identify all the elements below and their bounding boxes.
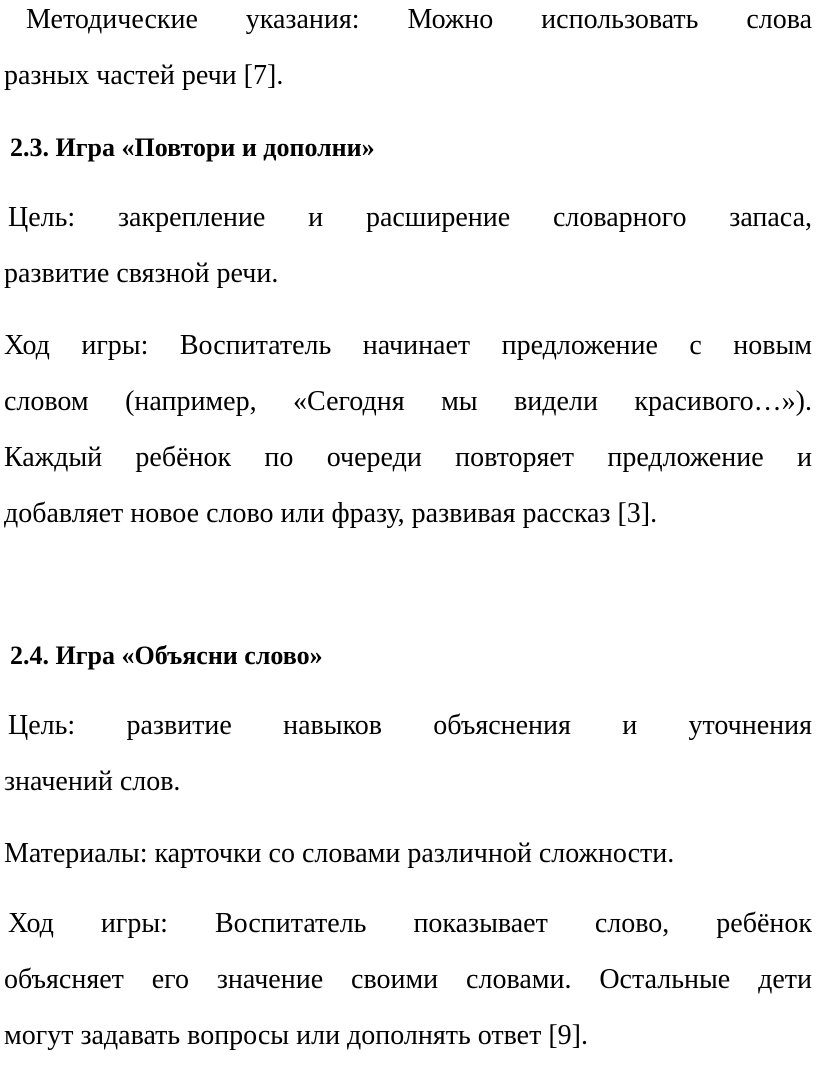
process-text-line: словом (например, «Сегодня мы видели красивого…»). <box>4 386 812 417</box>
intro-text-line: Методические указания: Можно использовать слова <box>26 4 812 35</box>
goal-text-line: Цель: закрепление и расширение словарного запаса, <box>8 202 812 233</box>
process-text-line: Каждый ребёнок по очереди повторяет предложение и <box>4 442 812 473</box>
goal-text-line: Цель: развитие навыков объяснения и уточнения <box>8 710 812 741</box>
section-heading-2-3: 2.3. Игра «Повтори и дополни» <box>10 133 375 162</box>
process-text-line: добавляет новое слово или фразу, развивая рассказ [3]. <box>4 498 658 529</box>
process-text-line: Ход игры: Воспитатель начинает предложение с новым <box>4 330 812 361</box>
intro-text-line: разных частей речи [7]. <box>4 60 284 91</box>
process-text-line: объясняет его значение своими словами. Остальные дети <box>4 964 812 995</box>
section-heading-2-4: 2.4. Игра «Объясни слово» <box>10 641 323 670</box>
goal-text-line: значений слов. <box>4 766 181 797</box>
materials-text-line: Материалы: карточки со словами различной сложности. <box>4 838 675 869</box>
goal-text-line: развитие связной речи. <box>4 258 279 289</box>
process-text-line: Ход игры: Воспитатель показывает слово, ребёнок <box>8 908 812 939</box>
process-text-line: могут задавать вопросы или дополнять ответ [9]. <box>4 1020 588 1051</box>
